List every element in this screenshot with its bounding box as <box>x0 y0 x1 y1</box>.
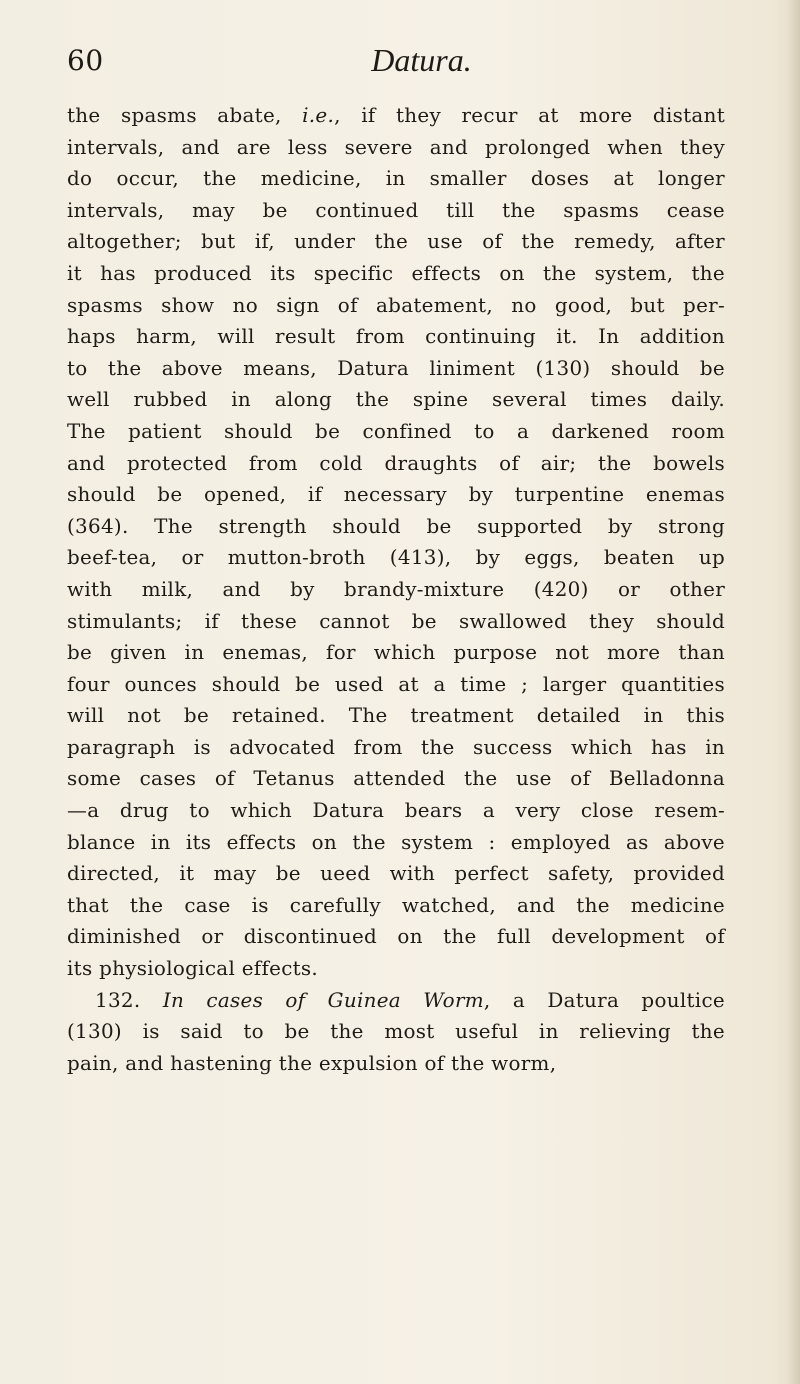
text-line: to the above means, Datura liniment (130) should be <box>67 356 725 380</box>
text-line: well rubbed in along the spine several times daily. <box>67 388 725 412</box>
text-line: be given in enemas, for which purpose not more than <box>67 641 725 665</box>
text-line: it has produced its specific effects on the system, the <box>67 261 725 285</box>
text-line: The patient should be confined to a darkened room <box>67 419 725 443</box>
running-title: Datura. <box>371 42 472 78</box>
body-text <box>67 100 725 1079</box>
text-line: 132. In cases of Guinea Worm, a Datura poultice <box>95 988 725 1012</box>
text-line: directed, it may be ueed with perfect safety, provided <box>67 862 725 886</box>
text-line: intervals, and are less severe and prolonged when they <box>67 135 725 159</box>
text-line: with milk, and by brandy-mixture (420) or other <box>67 577 725 601</box>
text-line: diminished or discontinued on the full development of <box>67 925 725 949</box>
text-line: blance in its effects on the system : employed as above <box>67 830 725 854</box>
text-line: some cases of Tetanus attended the use of Belladonna <box>67 767 725 791</box>
text-line: and protected from cold draughts of air; the bowels <box>67 451 725 475</box>
text-line: that the case is carefully watched, and the medicine <box>67 893 725 917</box>
text-line: will not be retained. The treatment detailed in this <box>67 704 725 728</box>
text-line: haps harm, will result from continuing it. In addition <box>67 325 725 349</box>
text-line: stimulants; if these cannot be swallowed they should <box>67 609 725 633</box>
text-line: spasms show no sign of abatement, no good, but per- <box>67 293 725 317</box>
text-line: its physiological effects. <box>67 957 319 981</box>
text-line: (364). The strength should be supported by strong <box>67 514 725 538</box>
text-line: the spasms abate, i.e., if they recur at more distant <box>67 104 725 127</box>
text-line: pain, and hastening the expulsion of the worm, <box>67 1051 557 1075</box>
text-line: paragraph is advocated from the success which has in <box>67 735 725 759</box>
text-line: (130) is said to be the most useful in relieving the <box>67 1020 725 1044</box>
text-line: do occur, the medicine, in smaller doses at longer <box>67 167 725 191</box>
text-line: intervals, may be continued till the spasms cease <box>67 198 725 222</box>
text-line: four ounces should be used at a time ; larger quantities <box>67 672 725 696</box>
text-line: should be opened, if necessary by turpentine enemas <box>67 483 725 507</box>
text-line: altogether; but if, under the use of the remedy, after <box>67 230 725 254</box>
running-head <box>67 44 730 84</box>
text-line: —a drug to which Datura bears a very close resem- <box>67 799 725 823</box>
page-edge-shadow <box>786 0 800 1384</box>
page-number: 60 <box>67 44 104 77</box>
text-line: beef-tea, or mutton-broth (413), by eggs, beaten up <box>67 546 725 570</box>
